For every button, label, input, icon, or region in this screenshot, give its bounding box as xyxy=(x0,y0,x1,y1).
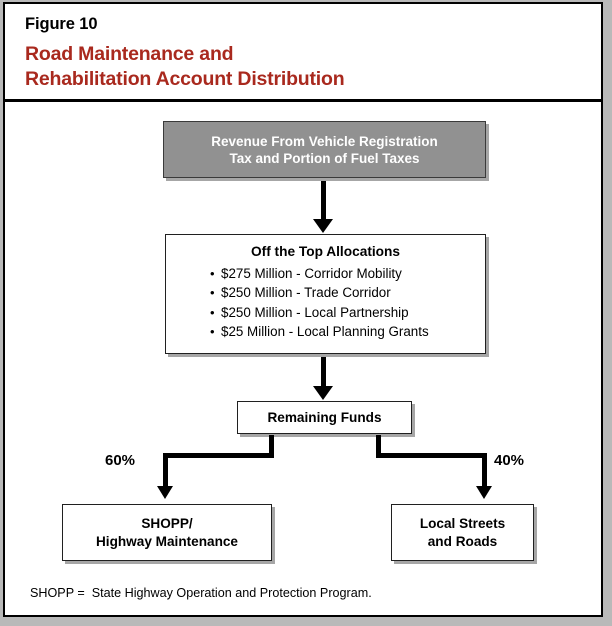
figure-number: Figure 10 xyxy=(25,15,98,33)
node-local-streets-and-roads xyxy=(391,504,534,561)
node-revenue-line-2: Tax and Portion of Fuel Taxes xyxy=(229,150,420,166)
arrowhead-down-icon xyxy=(313,219,333,233)
list-item: • $250 Million - Local Partnership xyxy=(210,303,485,322)
local-streets-line-2: and Roads xyxy=(427,533,498,549)
list-item: • $250 Million - Trade Corridor xyxy=(210,283,485,302)
connector-allocations-to-remaining-stem xyxy=(321,357,326,387)
node-revenue-line-1: Revenue From Vehicle Registration xyxy=(211,133,438,149)
connector-split-left-bar xyxy=(163,453,274,458)
node-off-the-top-allocations xyxy=(165,234,486,354)
figure-footnote: SHOPP = State Highway Operation and Protection Program. xyxy=(30,586,372,600)
list-item: • $25 Million - Local Planning Grants xyxy=(210,322,485,341)
figure-header xyxy=(5,4,601,99)
node-revenue-source xyxy=(163,121,486,178)
figure-title-line-1: Road Maintenance and xyxy=(25,43,234,65)
connector-split-left-leg xyxy=(163,453,168,488)
arrowhead-down-icon xyxy=(157,486,173,499)
allocations-heading: Off the Top Allocations xyxy=(250,244,401,259)
figure-frame xyxy=(3,2,603,617)
split-percent-left: 60% xyxy=(105,452,136,469)
figure-title-line-2: Rehabilitation Account Distribution xyxy=(25,68,345,90)
local-streets-line-1: Local Streets xyxy=(419,516,506,531)
list-item: • $275 Million - Corridor Mobility xyxy=(210,264,485,283)
connector-split-right-bar xyxy=(376,453,487,458)
remaining-funds-label: Remaining Funds xyxy=(267,410,382,425)
arrowhead-down-icon xyxy=(476,486,492,499)
figure-title xyxy=(25,42,344,92)
arrowhead-down-icon xyxy=(313,386,333,400)
shopp-line-1: SHOPP/ xyxy=(141,516,193,531)
connector-split-right-leg xyxy=(482,453,487,488)
node-remaining-funds xyxy=(237,401,412,434)
connector-revenue-to-allocations-stem xyxy=(321,181,326,220)
allocations-list xyxy=(166,264,485,342)
split-percent-right: 40% xyxy=(494,452,525,469)
diagram-canvas xyxy=(5,102,601,615)
node-shopp-highway-maintenance xyxy=(62,504,272,561)
shopp-line-2: Highway Maintenance xyxy=(95,533,238,549)
